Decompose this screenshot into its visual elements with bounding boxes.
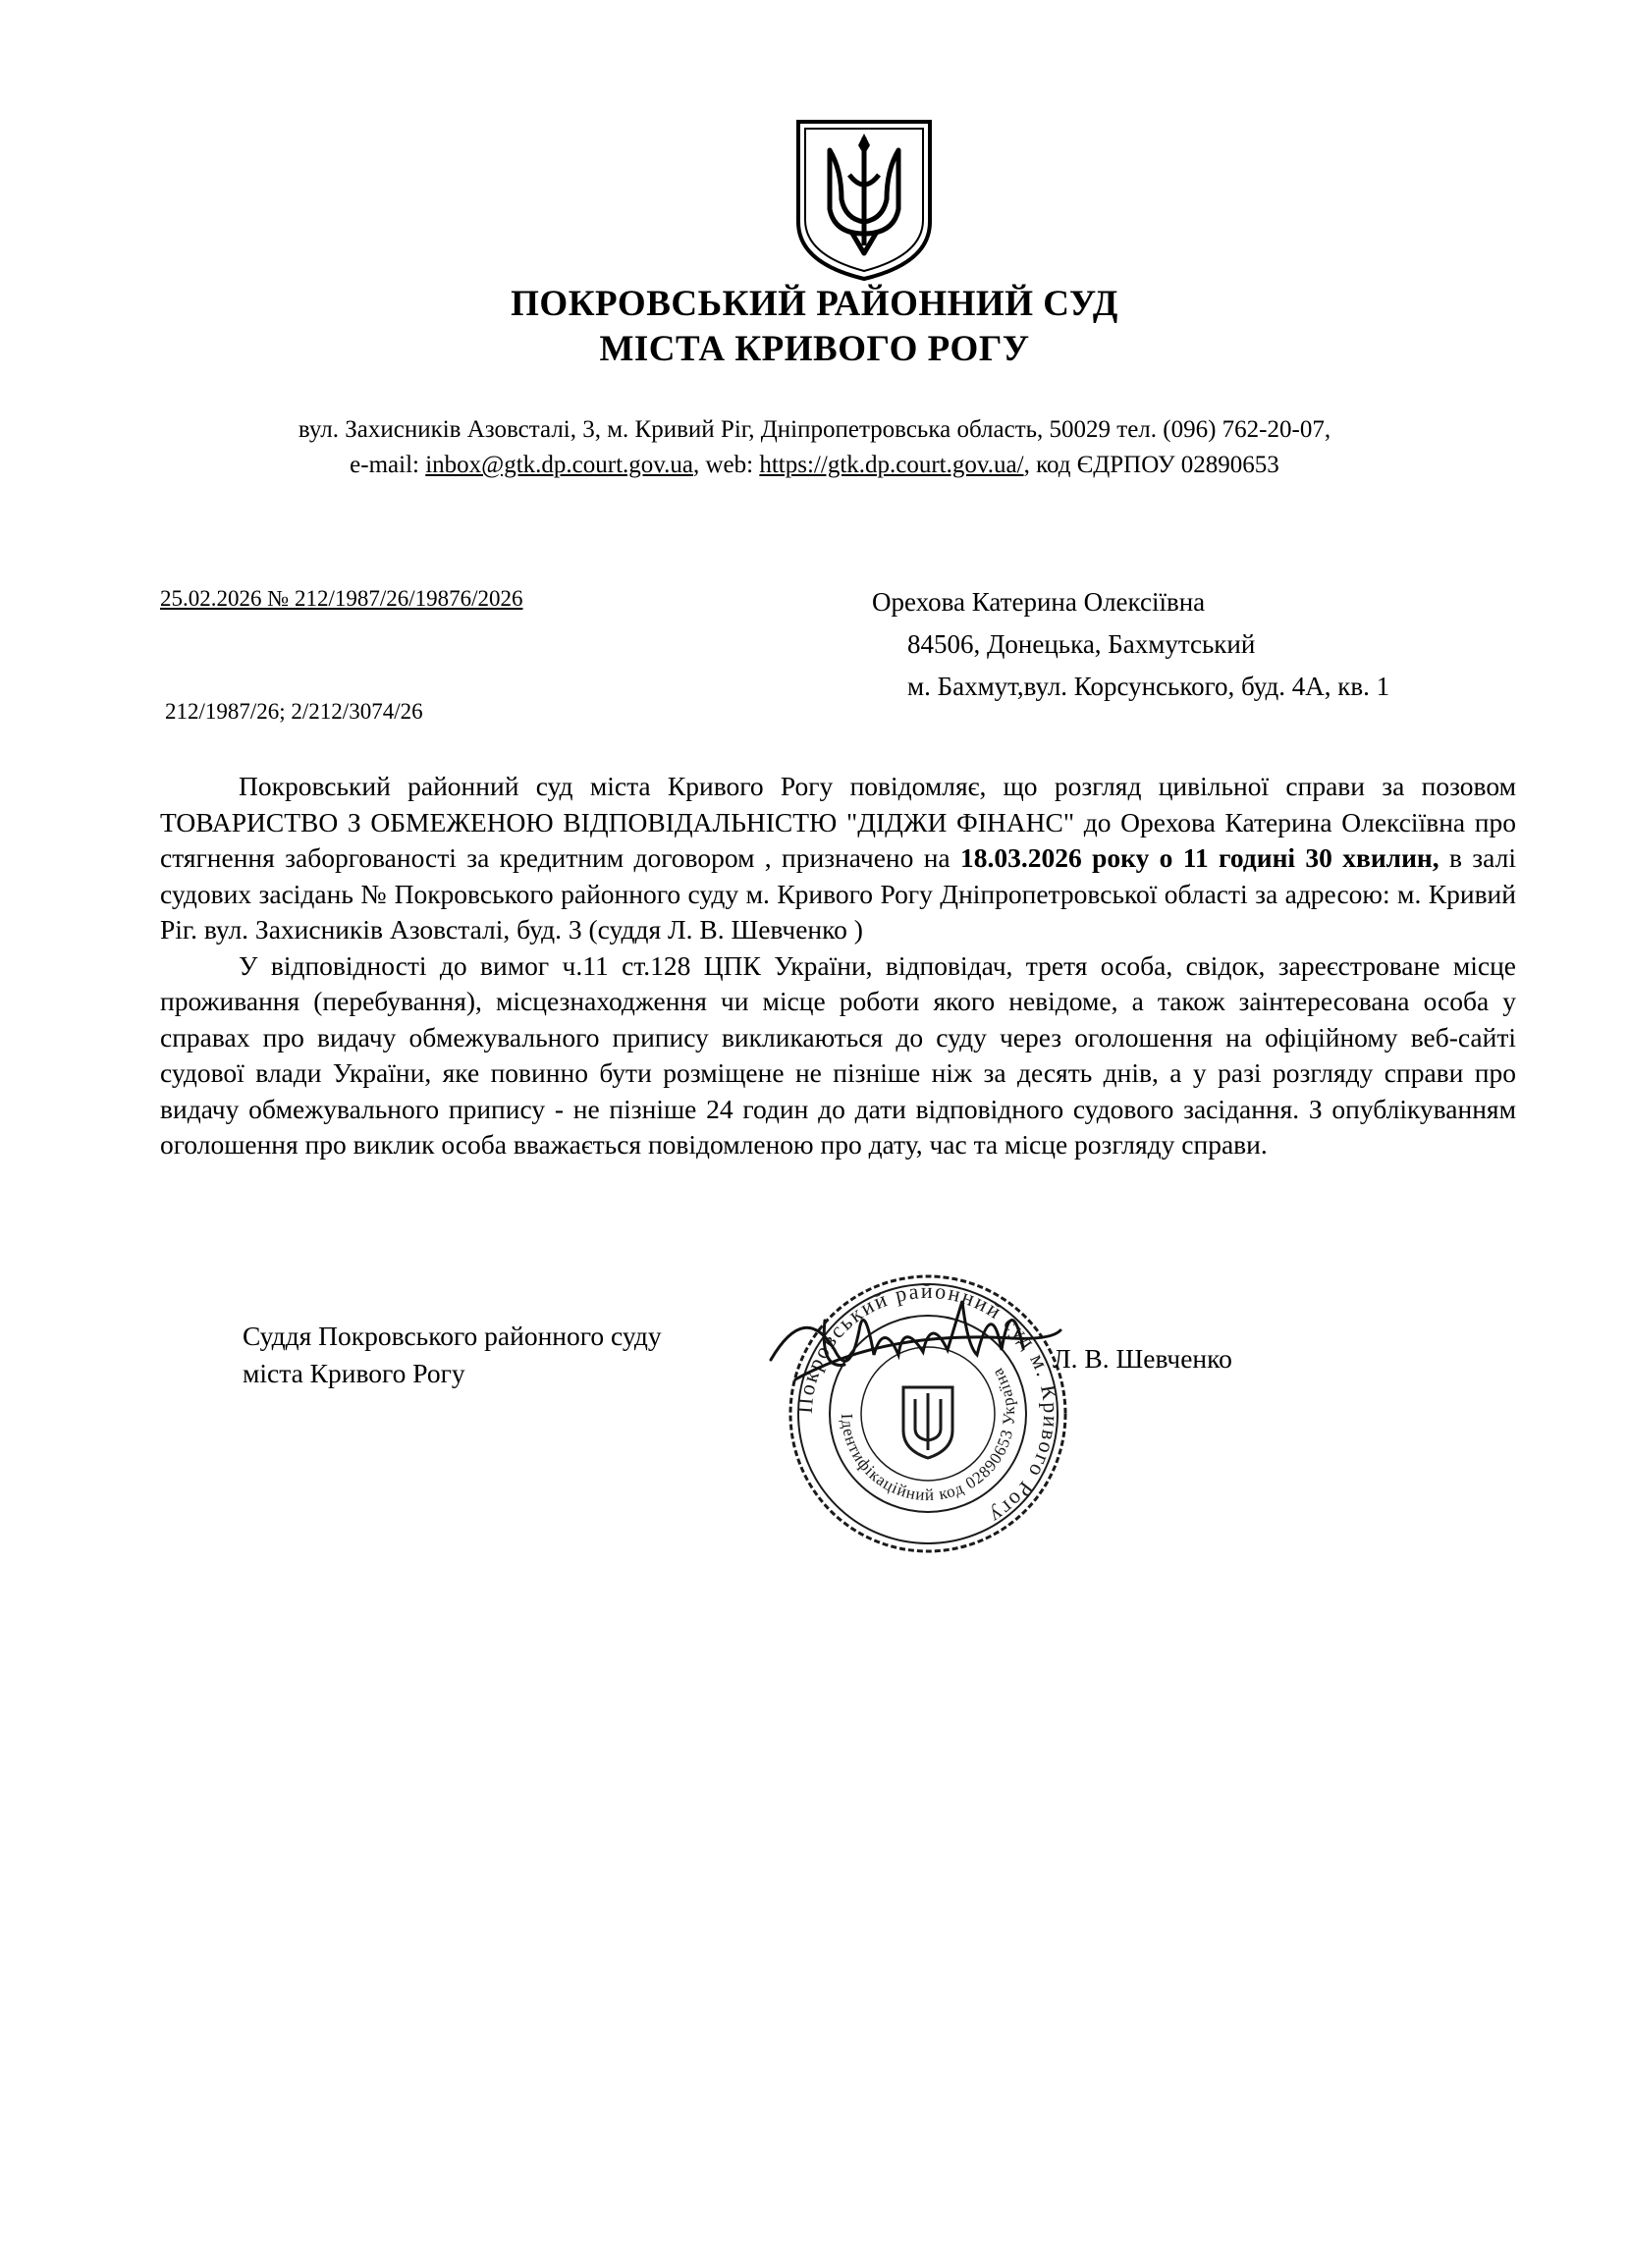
notice-paragraph-1 bbox=[160, 769, 1516, 948]
notice-body bbox=[160, 769, 1516, 1163]
judge-title bbox=[243, 1318, 662, 1392]
court-seal-stamp-icon bbox=[766, 1262, 1090, 1566]
case-numbers: 212/1987/26; 2/212/3074/26 bbox=[165, 699, 423, 724]
judge-name: Л. В. Шевченко bbox=[1053, 1343, 1232, 1374]
court-address-line: вул. Захисників Азовсталі, 3, м. Кривий Ріг, Дніпропетровська область, 50029 тел. (096) 762-20-07, bbox=[298, 416, 1331, 443]
paragraph-1-end: в залі судових засідань № Покровського районного суду м. Кривого Рогу Дніпропетровської області за адресою: м. Кривий Ріг. вул. Захисників Азовсталі, буд. 3 (суддя Л. В. Шевченко ) bbox=[160, 842, 1516, 945]
email-label: e-mail: bbox=[350, 452, 426, 478]
recipient-address-line2: м. Бахмут,вул. Корсунського, буд. 4А, кв. 1 bbox=[907, 672, 1390, 701]
recipient-name: Орехова Катерина Олексіївна bbox=[872, 587, 1206, 617]
reference-date-number: 25.02.2026 № 212/1987/26/19876/2026 bbox=[160, 586, 523, 611]
recipient-block bbox=[872, 581, 1389, 708]
recipient-address-line1: 84506, Донецька, Бахмутський bbox=[907, 629, 1256, 659]
judge-title-line2: міста Кривого Рогу bbox=[243, 1358, 465, 1388]
stamp-outer-text: Покровський районний суд м. Кривого Рогу bbox=[791, 1277, 1064, 1531]
hearing-datetime: 18.03.2026 року о 11 годині 30 хвилин, bbox=[959, 842, 1439, 873]
court-name-line2: МІСТА КРИВОГО РОГУ bbox=[599, 329, 1030, 369]
web-link[interactable]: https://gtk.dp.court.gov.ua/ bbox=[759, 452, 1024, 478]
edrpou-code: , код ЄДРПОУ 02890653 bbox=[1023, 452, 1279, 478]
paragraph-1-start: Покровський районний суд міста Кривого Рогу повідомляє, що розгляд цивільної справи за позовом ТОВАРИСТВО З ОБМЕЖЕНОЮ ВІДПОВІДАЛЬНІСТЮ "ДІДЖИ ФІНАНС" до Орехова Катерина Олексіївна про стягнення заборгованості за кредитним договором , призначено на bbox=[160, 771, 1516, 873]
judge-title-line1: Суддя Покровського районного суду bbox=[243, 1321, 662, 1351]
court-contacts-line bbox=[0, 452, 1629, 479]
trident-coat-of-arms-icon bbox=[790, 116, 938, 283]
stamp-inner-text: Ідентифікаційний код 02890653 Україна bbox=[837, 1364, 1019, 1505]
court-name-line1: ПОКРОВСЬКИЙ РАЙОННИЙ СУД bbox=[511, 284, 1118, 324]
email-link[interactable]: inbox@gtk.dp.court.gov.ua bbox=[425, 452, 693, 478]
notice-paragraph-2: У відповідності до вимог ч.11 ст.128 ЦПК України, відповідач, третя особа, свідок, зареєстроване місце проживання (перебування), місцезнаходження чи місце роботи якого невідоме, а також заінтересована особа у справах про видачу обмежувального припису викликаються до суду через оголошення на офіційному веб-сайті судової влади України, яке повинно бути розміщене не пізніше ніж за десять днів, а у разі розгляду справи про видачу обмежувального припису - не пізніше 24 годин до дати відповідного судового засідання. З опублікуванням оголошення про виклик особа вважається повідомленою про дату, час та місце розгляду справи. bbox=[160, 949, 1516, 1160]
web-label: , web: bbox=[693, 452, 760, 478]
